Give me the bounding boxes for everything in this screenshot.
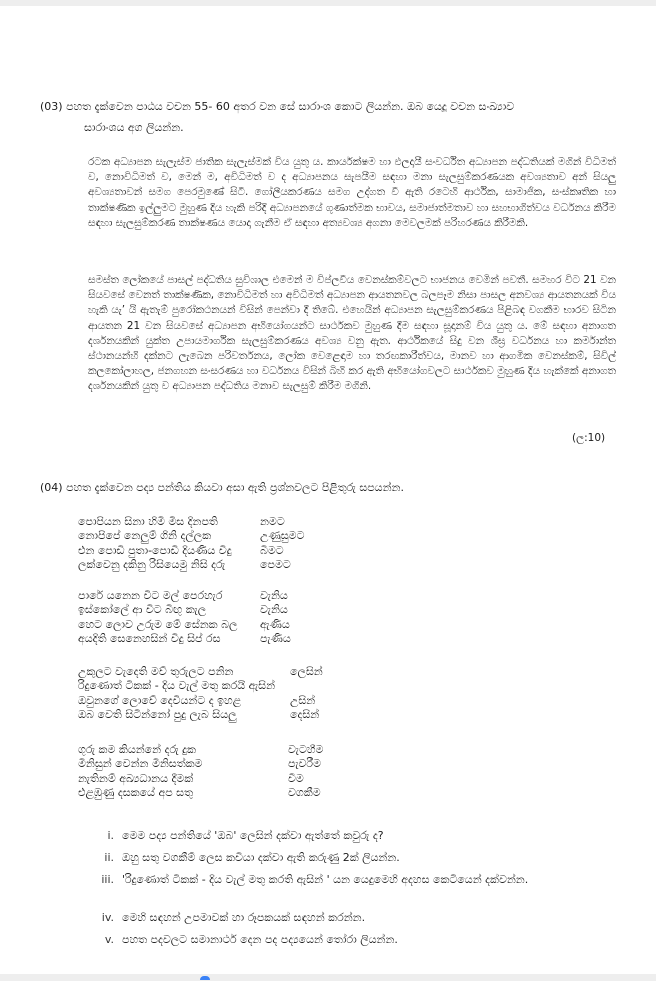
viewer-bottom-bar [0, 974, 656, 981]
question-text: මෙම පද්‍ය පන්තියේ 'ඔබ' ලෙසින් දක්වා ඇත්තේ කවුරු ද? [122, 829, 384, 842]
poem-line-end-word: පෙමට [260, 558, 291, 572]
question-number: ii. [104, 851, 114, 864]
poem-line-text: ඔවුනගේ ලොවේ දෙවියන්ට ද ඉහළ [78, 693, 242, 707]
poem-line-text: ඔබ වෙති සිටින්නෝ පුදු ලැබ සියලු [78, 708, 237, 722]
question-item [92, 872, 562, 888]
poem-line-text: උකුලට වැදෙති මව් තුරුලට පනින [78, 665, 234, 678]
poem-line-end-word: ලෙසින් [290, 665, 323, 678]
q3-heading-line1: (03) පහත දැක්වෙන පාඨය වචන 55- 60 අතර වන සේ සාරාංශ කොට ලියන්න. ඔබ යෙදූ වචන සංඛ්‍යාව [40, 100, 515, 113]
q3-paragraph-1-text: රටක අධ්‍යාපන සැලැස්ම ජාතික සැලැස්මක් විය යුතු ය. කාර්යක්ෂම හා ඵලදායී සංවර්ධිත අධ්‍යාපන පද්ධතියක් මගින් විධිමත් ව, නොවිධිමත් ව, මෙන් ම, අවිධිමත් ව ද අධ්‍යාපනය සැපයීම සඳහා මනා සැලසුම්කරණයක අවශ්‍යතාව අන් සියලු අවශ්‍යතාවන් සමග පෙරමුණේ සිටී. ගෝලීයකරණය සමග උද්ගත වී ඇති රටෙහි ආර්ථික, සාමාජික, සංස්කෘතික හා තාක්ෂණික ඉල්ලුමට මුහුණ දිය හැකි පරිදි අධ්‍යාපනයේ ගුණාත්මක භාවය, සමාජාත්මතාව හා සහභාගිත්වය වර්ධනය කිරීම සඳහා සැලසුම්කරණ තාක්ෂණය යොදා ගැනීම ඒ සඳහා අත්‍යවශ්‍ය අගනා මෙවලමක් පරිහරණය කිරීමකි. [88, 156, 616, 229]
poem-line [78, 665, 378, 679]
poem-line [78, 544, 304, 558]
poem-line [78, 558, 304, 572]
q3-marks: (ල:10) [572, 432, 606, 444]
poem-line [78, 515, 304, 529]
poem-line-text: නැතිනම් අඛ්‍යධානය දීමක් [78, 771, 194, 785]
poem-line-text: රිදුණොත් ටිකක් - දිය වැල් මතු කරයි ඇසින් [78, 679, 276, 693]
poem-line-end-word: වීම [288, 771, 304, 785]
question-text: මෙහි සඳහන් උපමාවක් හා රූපකයක් සඳහන් කරන්න. [122, 911, 366, 924]
q3-passage-paragraph-1 [88, 155, 616, 231]
poem-line-end-word: වැනිය [260, 589, 288, 602]
poem-line-end-word: පැණිය [260, 632, 291, 646]
question-item [92, 828, 384, 844]
poem-line [78, 757, 323, 771]
poem-line [78, 529, 304, 543]
question-number: iii. [101, 873, 114, 886]
poem-line-text: එළඹුණු දසකයේ අප සතු [78, 786, 194, 800]
poem-line [78, 772, 323, 786]
poem-line-end-word: උණුසුමට [260, 529, 305, 543]
question-text: ඔහු සතු වගකීම් ලෙස කවියා දක්වා ඇති කරුණු 2ක් ලියන්න. [122, 851, 400, 864]
question-text: පහත පදවලට සමානාර්ථ දෙන පද පද්‍යයෙන් තෝරා ලියන්න. [122, 933, 398, 946]
poem-line-end-word: ඇණිය [260, 617, 290, 631]
poem-line-text: ඉස්කෝලේ ආ විට බිඟු කැල [78, 603, 207, 617]
poem-line-text: මිනිසුන් වෙන්න මිනිසත්කම [78, 757, 203, 771]
q3-paragraph-2-text: සමස්ත ලෝකයේ පාසල් පද්ධතිය සුවිශාල එමෙන් ම විප්ලවීය වෙනස්කම්වලට භාජනය වෙමින් පවතී. සමහර විට 21 වන සියවසේ වෙනත් තාක්ෂණික, නොවිධිමත් හා අවිධිමත් අධ්‍යාපන ආයතනවල බලපෑම නිසා පාසල අනවශ්‍ය ආයතනයක් විය හැකි යැ’ යි ඇතැම් පුරෝකථනයන් විසින් පෙන්වා දී තිබේ. එහෙයින් අධ්‍යාපන සැලසුම්කරණය පිළිබඳ වගකීම භාරව සිටින ආයතන 21 වන සියවසේ අධ්‍යාපන අභියෝගයන්ට සාර්ථකව මුහුණ දීම සඳහා සූදානම් විය යුතු ය. මේ සඳහා අනාගත දර්ශනයකින් යුක්ත උපායමාර්ගික සැලසුම්කරණය අවශ්‍ය වනු ඇත. ආර්ථිකයේ සිදු වන ශීඝ්‍ර වර්ධනය හා කර්මාන්ත ස්ථානයන්හි දක්නට ලැබෙන පරිවර්තනය, ලෝක වෙළෙඳාම හා තරඟකාරීත්වය, මානව හා ආගමික වෙනස්කම්, සිවිල් කලකෝලාහල, ජනගහන සංසරණය හා වර්ධනය විසින් බිහි කර ඇති අභියෝගවලට සාර්ථකව මුහුණ දිය හැක්කේ අනාගත දර්ශනයකින් යුතු ව අධ්‍යාපන පද්ධතිය මනාව සැලසුම් කිරීම මගිනි. [88, 274, 616, 393]
poem-line [78, 679, 378, 693]
question-number: i. [107, 829, 114, 842]
poem-line [78, 603, 291, 617]
poem-stanza-1 [78, 515, 304, 573]
poem-line-text: ගුරු කම කියන්නේ දරු දුක [78, 743, 196, 756]
poem-line-end-word: දෙසින් [290, 708, 320, 722]
question-item [92, 850, 400, 866]
question-number: v. [104, 933, 114, 946]
poem-line-end-word: වැනිය [260, 603, 288, 617]
poem-line-text: පොපියන සිනා හිමි මිස දිනපති [78, 515, 218, 528]
scroll-indicator-icon[interactable] [200, 976, 210, 980]
exam-page [0, 6, 656, 974]
poem-line-text: නොපිපේ නෙලුම් ගිනි දල්ලක [78, 529, 212, 543]
poem-line [78, 632, 291, 646]
poem-line-text: අයදිති සෙනෙහසින් විදු සිප් රස [78, 632, 221, 646]
q4-heading: (04) පහත දැක්වෙන පද්‍ය පන්තිය කියවා අසා ඇති ප්‍රශ්නවලට පිළිතුරු සපයන්න. [40, 481, 404, 494]
poem-line-end-word: වගකීම [288, 786, 321, 800]
poem-line [78, 708, 378, 722]
q3-passage-paragraph-2 [88, 273, 616, 395]
poem-line-end-word: වැටහීම [288, 743, 324, 756]
poem-stanza-4 [78, 743, 323, 801]
poem-line-end-word: නමට [260, 515, 285, 528]
poem-line [78, 618, 291, 632]
question-item [92, 932, 398, 948]
poem-line-end-word: බිමට [260, 543, 284, 557]
question-text: 'රිදුණොත් ටිකක් - දිය වැල් මතු කරති ඇසින් ' යන යෙදුමෙහි අදහස කෙටියෙන් දක්වන්න. [122, 873, 529, 886]
question-number: iv. [101, 911, 114, 924]
poem-line [78, 694, 378, 708]
poem-line [78, 743, 323, 757]
poem-line [78, 589, 291, 603]
q3-heading-line2: සාරාංශය අග ලියන්න. [84, 121, 184, 134]
poem-line-text: හෙට ලොව උරුම මේ සේනක බල [78, 617, 238, 631]
question-item [92, 910, 365, 926]
poem-line-text: පාරේ යනෙන විට මල් පෙරහැර [78, 589, 223, 602]
poem-line-text: එන පොඩි පුතා-පොඩි දියණිය විදු [78, 543, 232, 557]
poem-line [78, 786, 323, 800]
poem-stanza-2 [78, 589, 291, 647]
poem-stanza-3 [78, 665, 378, 723]
poem-line-end-word: පැවරීම [288, 757, 321, 771]
poem-line-end-word: උසින් [290, 693, 316, 707]
poem-line-text: ලක්වෙනු දකිනු රිසියෙමු නිසි දරු [78, 558, 226, 572]
